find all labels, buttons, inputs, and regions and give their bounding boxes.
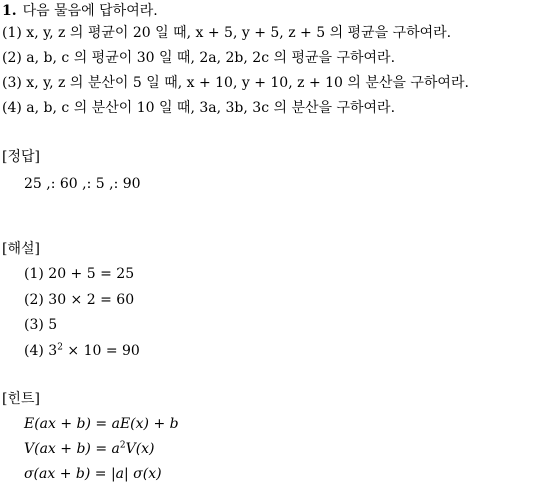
solution-item-label: (3) xyxy=(24,317,44,333)
problem-header xyxy=(2,2,158,20)
solution-item-rest: × 10 = 90 xyxy=(62,343,140,359)
hint-formula-variance-exponent: 2 xyxy=(119,440,126,451)
solution-item-text: 30 × 2 = 60 xyxy=(48,292,135,308)
problem-item-text: a, b, c 의 평균이 30 일 때, 2a, 2b, 2c 의 평균을 구하여라. xyxy=(26,50,396,66)
solution-item-3 xyxy=(24,316,57,334)
hint-formula-variance-right: V(x) xyxy=(125,441,155,457)
solution-heading: [해설] xyxy=(2,241,40,257)
solution-item-base: 3 xyxy=(48,343,58,359)
solution-item-2 xyxy=(24,291,134,309)
solution-item-exponent: 2 xyxy=(57,342,63,353)
solution-item-label: (4) xyxy=(24,343,44,359)
problem-item-text: a, b, c 의 분산이 10 일 때, 3a, 3b, 3c 의 분산을 구하여라. xyxy=(26,100,396,116)
hint-formula-expectation: E(ax + b) = aE(x) + b xyxy=(24,416,179,432)
hint-heading: [힌트] xyxy=(2,391,40,407)
problem-item-1 xyxy=(2,24,451,42)
solution-item-4 xyxy=(24,342,140,360)
hint-formula-variance-left: V(ax + b) = a xyxy=(24,441,120,457)
hint-formula-stddev: σ(ax + b) = |a| σ(x) xyxy=(24,466,162,482)
problem-item-label: (3) xyxy=(2,75,22,91)
solution-item-text: 20 + 5 = 25 xyxy=(48,266,135,282)
solution-item-label: (1) xyxy=(24,266,44,282)
solution-item-text: 5 xyxy=(48,317,58,333)
problem-item-label: (1) xyxy=(2,25,22,41)
problem-item-3 xyxy=(2,74,469,92)
hint-formula-variance xyxy=(24,440,155,458)
problem-item-text: x, y, z 의 분산이 5 일 때, x + 10, y + 10, z + 10 의 분산을 구하여라. xyxy=(26,75,469,91)
problem-item-4 xyxy=(2,99,395,117)
solution-item-1 xyxy=(24,265,134,283)
problem-number: 1. xyxy=(2,3,17,19)
problem-item-label: (4) xyxy=(2,100,22,116)
answer-heading: [정답] xyxy=(2,149,40,165)
answer-text: 25 ,: 60 ,: 5 ,: 90 xyxy=(24,176,141,192)
solution-item-label: (2) xyxy=(24,292,44,308)
problem-item-label: (2) xyxy=(2,50,22,66)
problem-item-text: x, y, z 의 평균이 20 일 때, x + 5, y + 5, z + 5 의 평균을 구하여라. xyxy=(26,25,452,41)
problem-instruction: 다음 물음에 답하여라. xyxy=(22,3,158,19)
problem-item-2 xyxy=(2,49,395,67)
